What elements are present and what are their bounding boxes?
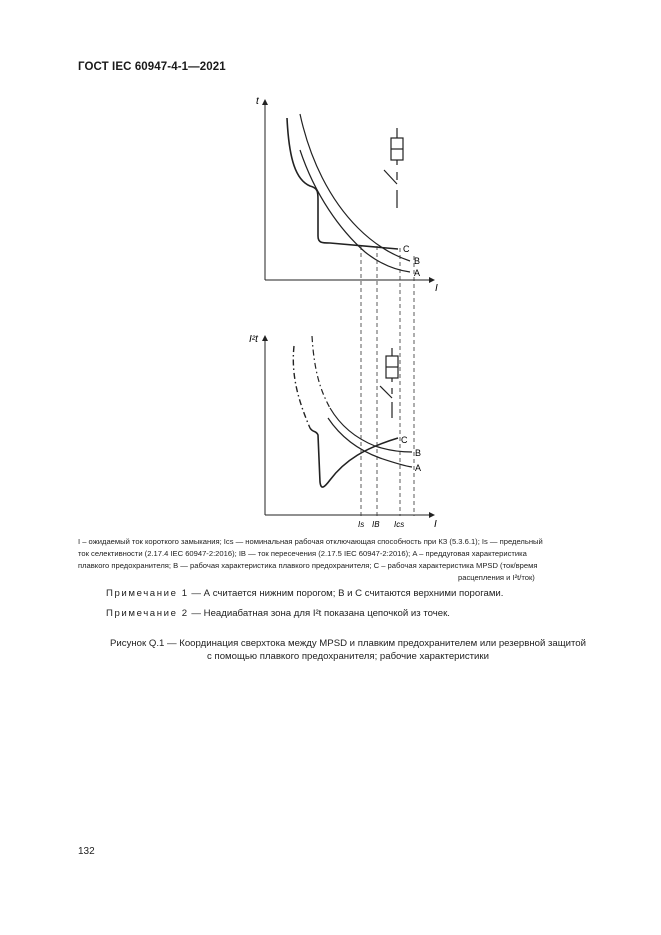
bottom-label-a: A (415, 463, 422, 473)
bottom-x-axis-label: I (434, 519, 437, 530)
mark-ib: IB (372, 520, 380, 529)
bottom-switch-symbol-icon (380, 386, 392, 418)
figure-caption (78, 637, 618, 663)
top-y-axis-label: t (256, 96, 259, 107)
top-x-axis-label: I (435, 283, 438, 294)
mark-is: Is (358, 520, 365, 529)
document-title: ГОСТ IEC 60947-4-1—2021 (78, 61, 226, 73)
top-label-a: A (414, 268, 421, 278)
reference-lines (361, 246, 414, 516)
top-label-b: B (414, 256, 421, 266)
note-2 (106, 608, 450, 619)
fuse-symbol-icon (391, 128, 403, 165)
top-curve-b (300, 114, 410, 261)
bottom-curve-a (328, 418, 412, 467)
bottom-fuse-symbol-icon (386, 348, 398, 382)
legend-line-3: плавкого предохранителя; B — рабочая характеристика плавкого предохранителя; C – рабочая характеристика MPSD (ток/время (78, 561, 538, 570)
legend-line-4: расцепления и I²t/ток) (458, 573, 535, 582)
legend-line-1: I – ожидаемый ток короткого замыкания; Ics — номинальная рабочая отключающая способность при КЗ (5.3.6.1); Is — предельный (78, 537, 543, 546)
page-number: 132 (78, 846, 95, 857)
switch-symbol-icon (384, 170, 397, 208)
legend-line-2: ток селективности (2.17.4 IEC 60947-2:2016); IB — ток пересечения (2.17.5 IEC 60947-2:2016); A – преддуговая характеристика (78, 549, 527, 558)
bottom-label-b: B (415, 448, 422, 458)
note-1-label: Примечание 1 (106, 588, 189, 599)
figure-legend (78, 536, 618, 584)
bottom-y-axis-label: I²t (249, 334, 258, 345)
bottom-curve-b-nonadiabatic (312, 336, 330, 408)
caption-line-2: с помощью плавкого предохранителя; рабочие характеристики (207, 651, 489, 662)
bottom-label-c: C (401, 435, 408, 445)
mark-ics: Ics (394, 520, 405, 529)
bottom-curve-c-nonadiabatic (293, 346, 310, 428)
caption-line-1: Рисунок Q.1 — Координация сверхтока между MPSD и плавким предохранителем или резервной защитой (110, 638, 586, 649)
bottom-diagram (265, 336, 432, 515)
note-2-text: — Неадиабатная зона для I²t показана цепочкой из точек. (188, 608, 450, 619)
note-1-text: — А считается нижним порогом; В и С считаются верхними порогами. (188, 588, 504, 599)
bottom-curve-c (310, 428, 398, 487)
note-2-label: Примечание 2 (106, 608, 189, 619)
note-1 (106, 588, 503, 599)
top-label-c: C (403, 244, 410, 254)
